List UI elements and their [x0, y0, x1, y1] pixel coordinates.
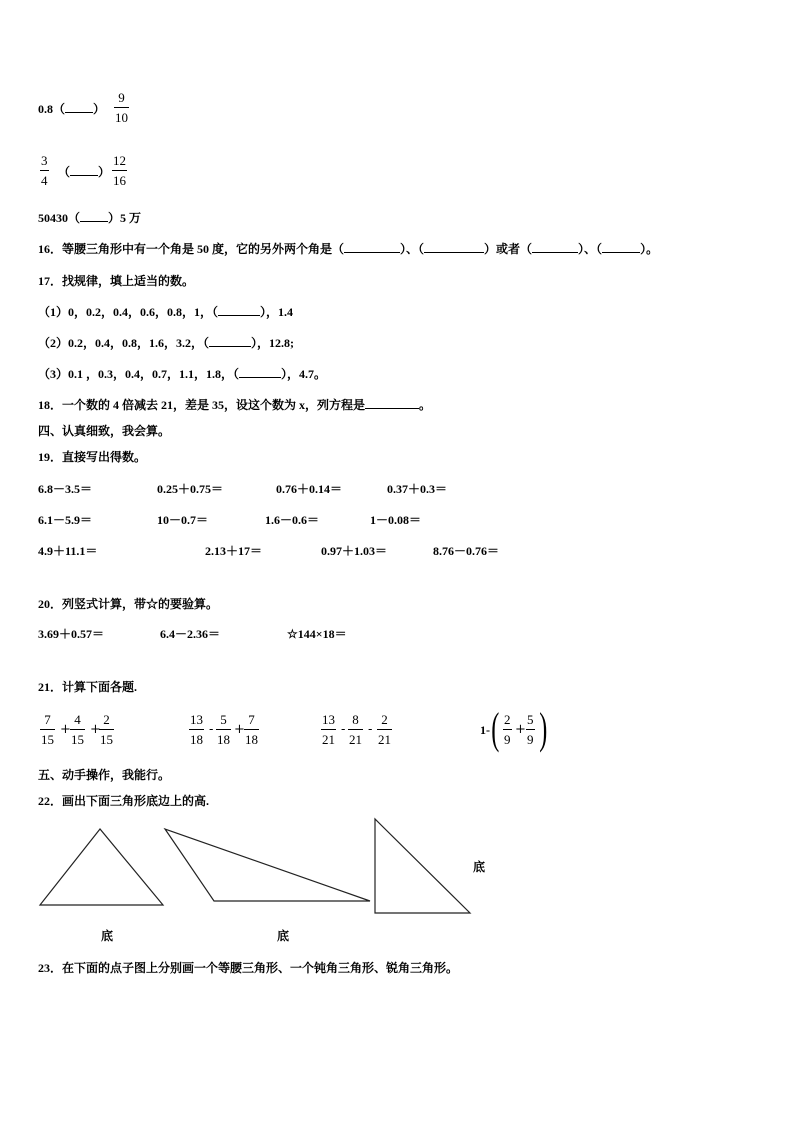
operator: + [515, 722, 526, 737]
calc-item: 6.1－5.9＝ [38, 513, 93, 527]
question-17-line-1: （1）0，0.2，0.4，0.6，0.8，1，（ ），1.4 [38, 305, 294, 319]
fraction: 13 21 [322, 712, 335, 747]
section-5-heading: 五、动手操作，我能行。 [38, 768, 171, 782]
vertical-calc-item: 6.4－2.36＝ [160, 627, 221, 641]
question-16: 16．等腰三角形中有一个角是 50 度，它的另外两个角是（ ）、（ ）或者（ ）、（ ）。 [38, 242, 659, 256]
left-paren: ( [491, 704, 500, 753]
fraction-9-10: 9 10 [115, 90, 128, 125]
question-21-title: 21．计算下面各题. [38, 680, 138, 694]
fraction: 5 9 [527, 712, 534, 747]
question-20-title: 20．列竖式计算，带☆的要验算。 [38, 597, 219, 611]
triangle-2 [165, 829, 370, 901]
expression-prefix: 1- [480, 723, 490, 737]
operator: + [90, 722, 101, 737]
vertical-calc-item: ☆144×18＝ [287, 627, 347, 641]
operator: - [341, 722, 346, 737]
operator: - [209, 722, 214, 737]
calc-item: 0.25＋0.75＝ [157, 482, 224, 496]
question-17-line-2: （2）0.2，0.4，0.8，1.6，3.2，（ ），12.8; [38, 336, 295, 350]
compare-row-1: 0.8（ ） [38, 102, 106, 116]
fraction: 7 18 [245, 712, 258, 747]
fraction: 2 15 [100, 712, 113, 747]
base-label-3: 底 [473, 860, 486, 874]
calc-item: 2.13＋17＝ [205, 544, 263, 558]
fraction: 4 15 [71, 712, 84, 747]
base-label-1: 底 [101, 929, 114, 943]
operator: + [234, 722, 245, 737]
compare-row-2: （ ） [58, 165, 111, 179]
calc-item: 0.76＋0.14＝ [276, 482, 343, 496]
calc-item: 1－0.08＝ [370, 513, 422, 527]
calc-item: 8.76－0.76＝ [433, 544, 500, 558]
triangle-1 [40, 829, 163, 905]
calc-item: 4.9＋11.1＝ [38, 544, 98, 558]
fraction: 5 18 [217, 712, 230, 747]
calc-item: 10－0.7＝ [157, 513, 209, 527]
right-paren: ) [539, 704, 548, 753]
base-label-2: 底 [277, 929, 290, 943]
fraction: 8 21 [349, 712, 362, 747]
operator: + [60, 722, 71, 737]
fraction: 13 18 [190, 712, 203, 747]
calc-item: 6.8－3.5＝ [38, 482, 93, 496]
fraction: 2 21 [378, 712, 391, 747]
question-19-title: 19．直接写出得数。 [38, 450, 147, 464]
fraction: 2 9 [504, 712, 511, 747]
fraction-3-4: 3 4 [41, 153, 48, 188]
question-18: 18．一个数的 4 倍减去 21，差是 35，设这个数为 x，列方程是 。 [38, 398, 432, 412]
fraction: 7 15 [41, 712, 54, 747]
question-17-line-3: （3）0.1 ，0.3，0.4，0.7，1.1，1.8，（ ），4.7。 [38, 367, 327, 381]
calc-item: 1.6－0.6＝ [265, 513, 320, 527]
calc-item: 0.97＋1.03＝ [321, 544, 388, 558]
operator: - [368, 722, 373, 737]
fraction-12-16: 12 16 [113, 153, 126, 188]
compare-row-3: 50430（ ）5 万 [38, 211, 142, 225]
triangle-3 [375, 819, 470, 913]
question-23-title: 23．在下面的点子图上分别画一个等腰三角形、一个钝角三角形、锐角三角形。 [38, 961, 459, 975]
section-4-heading: 四、认真细致，我会算。 [38, 424, 171, 438]
question-17-title: 17．找规律，填上适当的数。 [38, 274, 195, 288]
calc-item: 0.37＋0.3＝ [387, 482, 448, 496]
question-22-title: 22．画出下面三角形底边上的高. [38, 794, 210, 808]
vertical-calc-item: 3.69＋0.57＝ [38, 627, 105, 641]
